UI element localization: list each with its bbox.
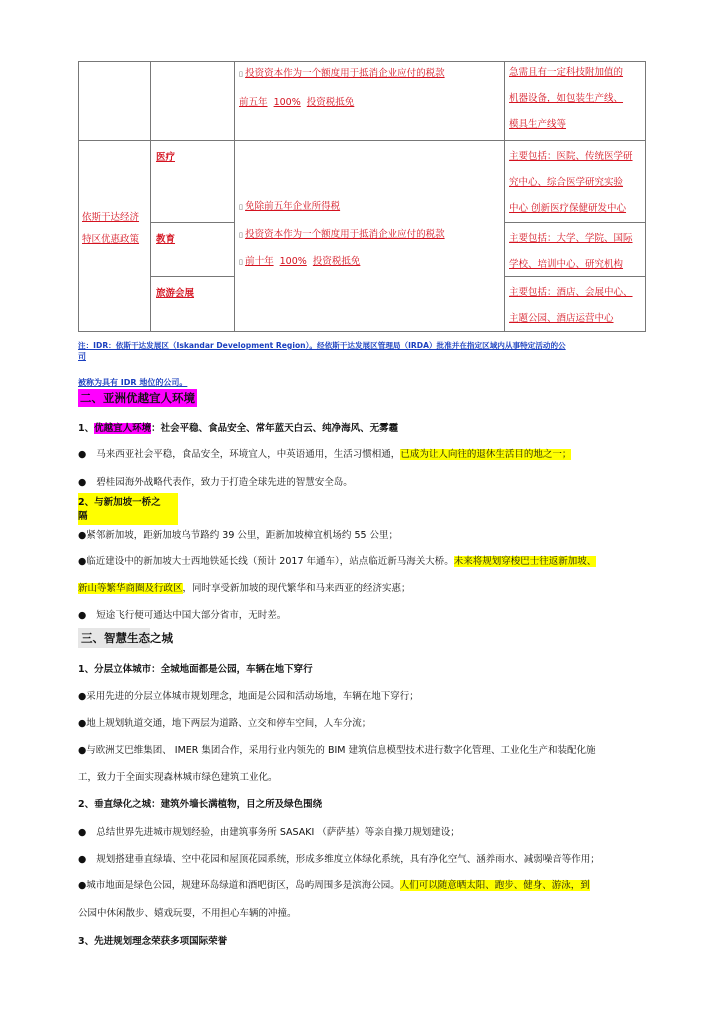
sector-tourism: 旅游会展 (156, 288, 195, 299)
paragraph: ●与欧洲艾巴维集团、 IMER 集团合作，采用行业内领先的 BIM 建筑信息模型技术进行数字化管理、工业化生产和装配化施 (78, 745, 596, 756)
table-col-divider (150, 61, 151, 332)
sector-medical: 医疗 (156, 152, 176, 163)
subsection-heading: 1、分层立体城市：全城地面都是公园，车辆在地下穿行 (78, 664, 313, 675)
table-note-cont: 被称为具有 IDR 地位的公司。 (78, 378, 188, 387)
bullet-item: ● 短途飞行便可通达中国大部分省市，无时差。 (78, 610, 287, 621)
table-row-divider (78, 140, 646, 141)
table-row-divider (504, 222, 646, 223)
education-scope: 主要包括：大学、学院、国际 学校、培训中心、研究机构 (509, 233, 633, 270)
paragraph: ●地上规划轨道交通，地下两层为道路、立交和停车空间，人车分流； (78, 718, 372, 729)
paragraph: ●城市地面是绿色公园，规建环岛绿道和酒吧街区，岛屿周围多是滨海公园。人们可以随意晒太阳、跑步、健身、游泳，到 (78, 880, 590, 891)
table-col-divider (234, 61, 235, 332)
tourism-scope: 主要包括：酒店、会展中心、 主题公园、酒店运营中心 (509, 287, 633, 324)
sector-education: 教育 (156, 234, 176, 245)
table-border-right (645, 61, 646, 332)
paragraph: 工，致力于全面实现森林城市绿色建筑工业化。 (78, 772, 278, 783)
table-cell-text: 前五年 100% 投资税抵免 (239, 97, 355, 108)
table-note: 注：IDR：依斯干达发展区（Iskandar Development Region）。经依斯干达发展区管理局（IRDA）批准并在指定区域内从事特定活动的公 (78, 341, 566, 350)
table-cell-text: 急需且有一定科技附加值的 机器设备，如包装生产线、 模具生产线等 (509, 67, 624, 130)
section-heading: 三、智慧生态之城 (78, 628, 150, 648)
bullet-item: ● 规划搭建垂直绿墙、空中花园和屋顶花园系统，形成多维度立体绿化系统，具有净化空气、涵养雨水、减弱噪音等作用； (78, 854, 600, 865)
subsection-heading: 3、先进规划理念荣获多项国际荣誉 (78, 936, 228, 947)
bullet-item: ● 马来西亚社会平稳，食品安全，环境宜人，中英语通用，生活习惯相通，已成为让人向往的退休生活目的地之一； (78, 449, 572, 460)
policy-region-label: 依斯干达经济 特区优惠政策 (82, 212, 140, 245)
table-note-cont: 司 (78, 352, 86, 361)
table-border-left (78, 61, 79, 332)
medical-scope: 主要包括：医院、传统医学研 究中心、综合医学研究实验 中心 创新医疗保健研发中心 (509, 151, 633, 214)
table-cell-text: ▯ 投资资本作为一个额度用于抵消企业应付的税款 (239, 229, 445, 240)
table-cell-text: ▯ 投资资本作为一个额度用于抵消企业应付的税款 (239, 68, 445, 79)
subsection-heading: 1、优越宜人环境：社会平稳、食品安全、常年蓝天白云、纯净海风、无雾霾 (78, 423, 399, 434)
table-col-divider (504, 61, 505, 332)
paragraph: ●紧邻新加坡，距新加坡乌节路约 39 公里，距新加坡樟宜机场约 55 公里； (78, 530, 399, 541)
paragraph: ●临近建设中的新加坡大士西地铁延长线（预计 2017 年通车），站点临近新马海关大桥。未来将规划穿梭巴士往返新加坡、 (78, 556, 597, 567)
table-row-divider (150, 222, 234, 223)
subsection-heading: 2、垂直绿化之城：建筑外墙长满植物，目之所及绿色围绕 (78, 799, 323, 810)
table-cell-text: ▯ 免除前五年企业所得税 (239, 201, 341, 212)
section-heading: 二、亚洲优越宜人环境 (80, 391, 195, 405)
bullet-item: ● 总结世界先进城市规划经验，由建筑事务所 SASAKI （萨萨基）等亲自操刀规划建设； (78, 827, 460, 838)
table-row-divider (150, 276, 234, 277)
table-cell-text: ▯ 前十年 100% 投资税抵免 (239, 256, 361, 267)
bullet-item: ● 碧桂园海外战略代表作，致力于打造全球先进的智慧安全岛。 (78, 477, 353, 488)
paragraph: ●采用先进的分层立体城市规划理念，地面是公园和活动场地，车辆在地下穿行； (78, 691, 419, 702)
paragraph: 新山等繁华商圈及行政区，同时享受新加坡的现代繁华和马来西亚的经济实惠； (78, 583, 411, 594)
paragraph: 公园中休闲散步、嬉戏玩耍，不用担心车辆的冲撞。 (78, 908, 297, 919)
subsection-heading: 2、与新加坡一桥之 隔 (78, 493, 178, 525)
